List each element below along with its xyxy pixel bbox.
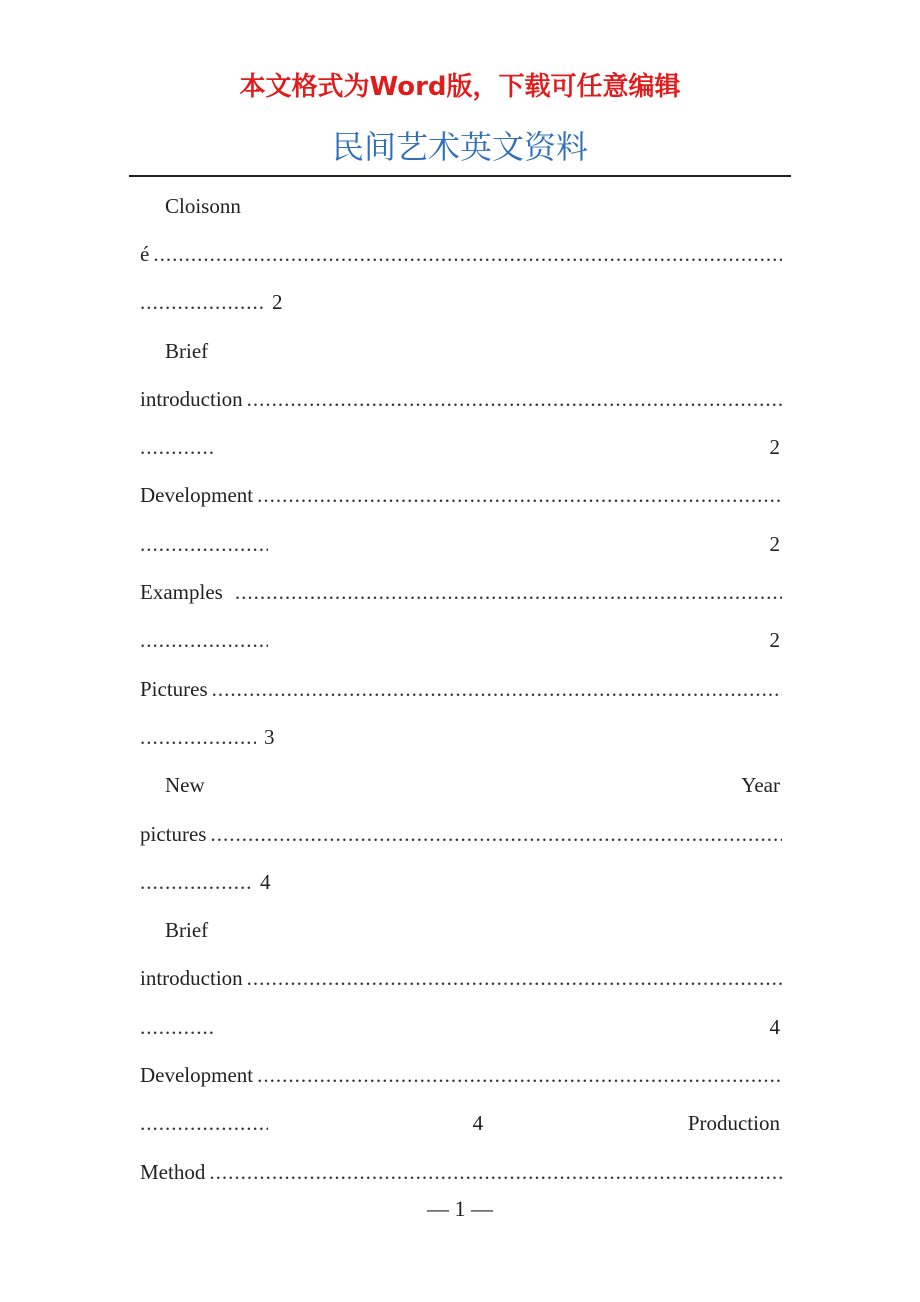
dot-leader	[140, 725, 256, 750]
toc-line	[140, 230, 786, 278]
dot-leader	[140, 435, 214, 460]
toc-line	[140, 520, 786, 568]
dot-leader	[210, 822, 782, 847]
toc-line	[140, 906, 786, 954]
toc-entry-new[interactable]: New	[165, 773, 205, 798]
toc-line	[140, 713, 786, 761]
dot-leader	[140, 1111, 268, 1136]
toc-entry-pictures[interactable]: Pictures	[140, 676, 208, 701]
toc-entry-year[interactable]: Year	[741, 773, 780, 798]
toc-entry-development[interactable]: Development	[140, 483, 254, 508]
download-banner: 本文格式为Word版，下载可任意编辑	[239, 72, 681, 102]
dot-leader	[247, 387, 782, 412]
toc-line	[140, 858, 786, 906]
toc-page-number: 3	[264, 724, 275, 749]
page-number: — 1 —	[427, 1196, 493, 1221]
toc-entry-introduction[interactable]: introduction	[140, 386, 243, 411]
toc-page-number: 4	[260, 869, 271, 894]
toc-line	[140, 810, 786, 858]
toc-line	[140, 568, 786, 616]
toc-entry-examples[interactable]: Examples	[140, 580, 223, 605]
toc-page-number: 2	[272, 290, 283, 315]
dot-leader	[140, 532, 268, 557]
toc-entry-brief[interactable]: Brief	[165, 338, 209, 363]
title-rule	[129, 175, 791, 177]
toc-line	[140, 617, 786, 665]
toc-entry-accent: é	[140, 241, 150, 266]
dot-leader	[257, 483, 782, 508]
toc-entry-production[interactable]: Production	[687, 1111, 780, 1136]
dot-leader	[140, 628, 268, 653]
toc-page-number: 4	[472, 1111, 484, 1136]
dot-leader	[140, 290, 264, 315]
dot-leader	[247, 966, 782, 991]
dot-leader	[140, 1015, 214, 1040]
dot-leader	[209, 1160, 782, 1185]
toc-page-number: 2	[769, 628, 780, 653]
page-title: 民间艺术英文资料	[331, 128, 588, 166]
toc-line	[140, 182, 786, 230]
toc-entry-cloisonne[interactable]: Cloisonn	[165, 193, 241, 218]
toc-entry-pictures[interactable]: pictures	[140, 821, 207, 846]
table-of-contents	[140, 182, 786, 1196]
dot-leader	[153, 242, 782, 267]
toc-line	[140, 279, 786, 327]
dot-leader	[257, 1063, 782, 1088]
toc-page-number: 4	[769, 1014, 780, 1039]
toc-entry-development[interactable]: Development	[140, 1062, 254, 1087]
toc-entry-method[interactable]: Method	[140, 1159, 206, 1184]
toc-line	[140, 1148, 786, 1196]
dot-leader	[140, 870, 252, 895]
dot-leader	[235, 580, 782, 605]
toc-line	[140, 665, 786, 713]
toc-line	[140, 327, 786, 375]
toc-page-number: 2	[769, 435, 780, 460]
toc-line	[140, 1003, 786, 1051]
toc-line	[140, 1051, 786, 1099]
toc-line	[140, 762, 786, 810]
dot-leader	[212, 677, 782, 702]
toc-entry-introduction[interactable]: introduction	[140, 966, 243, 991]
toc-line	[140, 955, 786, 1003]
toc-line	[140, 375, 786, 423]
toc-line	[140, 1100, 786, 1148]
toc-line	[140, 423, 786, 471]
toc-page-number: 2	[769, 531, 780, 556]
toc-line	[140, 472, 786, 520]
toc-entry-brief[interactable]: Brief	[165, 918, 209, 943]
